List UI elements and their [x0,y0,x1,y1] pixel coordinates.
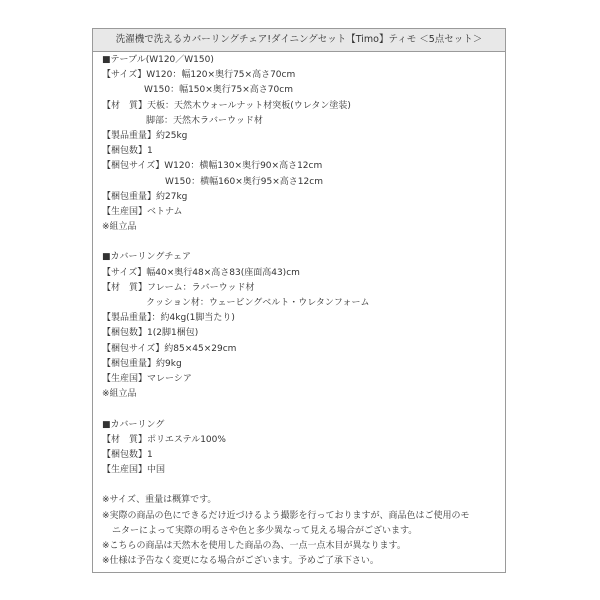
chair-product-weight: 【製品重量】：約4kg(1脚当たり) [102,313,235,324]
spec-header [93,29,505,52]
note-color-2: ニターによって実際の明るさや色と多少異なって見える場合がございます。 [112,525,418,536]
section-spacer [102,402,497,417]
note-color-1: ※実際の商品の色にできるだけ近づけるよう撮影を行っておりますが、商品色はご使用のモ [102,510,470,521]
note-approximate: ※サイズ、重量は概算です。 [102,495,217,506]
chair-assembly-note: ※組立品 [102,389,137,400]
table-package-size-w150: W150：横幅160×奥行95×高さ12cm [165,176,323,187]
table-package-size-w120: 【梱包サイズ】W120：横幅130×奥行90×高さ12cm [102,161,323,172]
chair-package-weight: 【梱包重量】約9kg [102,358,182,369]
cover-material: 【材 質】ポリエステル100% [102,434,226,445]
cover-package-count: 【梱包数】1 [102,449,153,460]
chair-package-size: 【梱包サイズ】約85×45×29cm [102,343,237,354]
table-section [102,53,497,235]
table-size-w150: W150：幅150×奥行75×高さ70cm [144,85,293,96]
table-assembly-note: ※組立品 [102,222,137,233]
note-wood-grain: ※こちらの商品は天然木を使用した商品の為、一点一点木目が異なります。 [102,541,406,551]
chair-material-cushion: クッション材：ウェービングベルト・ウレタンフォーム [146,298,370,308]
spec-content [102,53,497,569]
chair-heading: ■カバーリングチェア [102,252,192,263]
product-title: 洗濯機で洗えるカバーリングチェア!ダイニングセット【Timo】ティモ ＜5点セット＞ [115,34,483,45]
section-spacer [102,478,497,493]
cover-section [102,418,497,479]
table-product-weight: 【製品重量】約25kg [102,130,188,141]
chair-package-count: 【梱包数】1(2脚1梱包) [102,328,199,339]
section-spacer [102,235,497,250]
notes-section [102,493,497,569]
chair-section [102,250,497,402]
cover-origin: 【生産国】中国 [102,465,166,476]
spec-card [92,28,506,573]
table-size-w120: 【サイズ】W120：幅120×奥行75×高さ70cm [102,70,296,81]
chair-origin: 【生産国】マレーシア [102,373,192,384]
note-spec-change: ※仕様は予告なく変更になる場合がございます。予めご了承下さい。 [102,556,379,567]
table-package-weight: 【梱包重量】約27kg [102,191,188,202]
table-material-top: 【材 質】天板：天然木ウォールナット材突板(ウレタン塗装) [102,100,351,111]
table-origin: 【生産国】ベトナム [102,206,183,217]
chair-material-frame: 【材 質】フレーム：ラバーウッド材 [102,282,255,293]
table-package-count: 【梱包数】1 [102,146,153,157]
table-material-legs: 脚部：天然木ラバーウッド材 [146,115,263,126]
cover-heading: ■カバーリング [102,419,165,430]
chair-size: 【サイズ】幅40×奥行48×高さ83(座面高43)cm [102,267,300,278]
table-heading: ■テーブル(W120／W150) [102,55,214,65]
